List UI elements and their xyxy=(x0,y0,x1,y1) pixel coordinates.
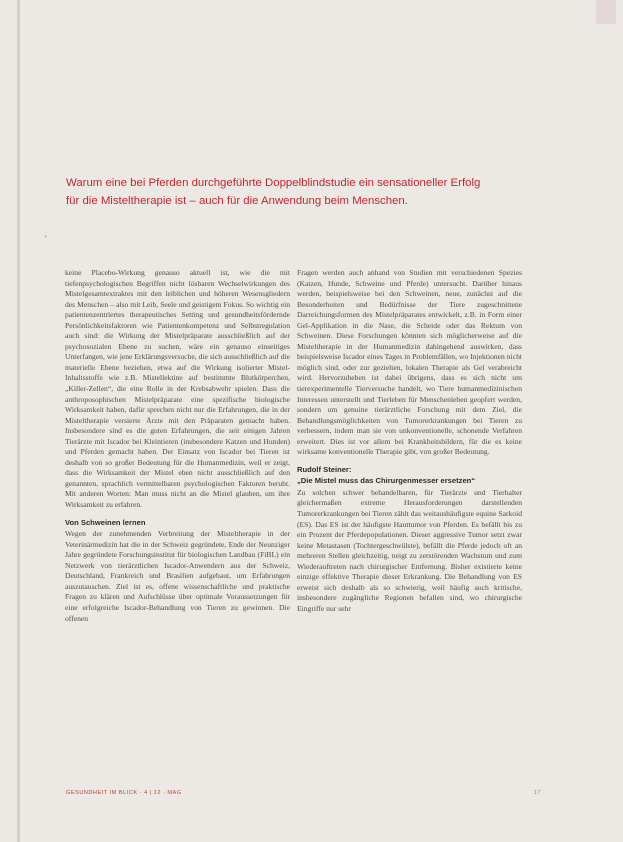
page-number: 17 xyxy=(533,790,541,796)
body-paragraph: Wegen der zunehmenden Verbreitung der Misteltherapie in der Veterinärmedizin hat die in der Schweiz gegründete, Ende der Neunziger Jahre gegründete Forschungsinstitut für biologischen Landbau (FiBL) ein Netzwerk von tierärztlichen Iscador-Anwendern aus der Schweiz, Deutschland, Frankreich und Brasilien aufgebaut, um Erfahrungen auszutauschen. Ziel ist es, offene wissenschaftliche und praktische Fragen zu klären und Aufschlüsse über optimale Voraussetzungen für eine erfolgreiche Iscador-Behandlung von Tieren zu gewinnen. Die offenen xyxy=(65,529,290,623)
body-paragraph: keine Placebo-Wirkung genauso aktuell ist, wie die mit tiefenpsychologischen Begriffen nicht lösbaren Wechselwirkungen des Mistelgesamtextraktes mit den leiblichen und höheren Wesensgliedern des Menschen – also mit Leib, Seele und geistigem Fokus. So wichtig ein patientenzentriertes therapeutisches Setting und gesundheitsfördernde Persönlichkeitsfaktoren wie Patientenkompetenz und Selbstregulation auch sind: die Wirkung der Mistelpräparate ausschließlich auf der psychosozialen Ebene zu suchen, wäre ein genauso einseitiges Unterfangen, wie jene Erklärungsversuche, die sich ausschließlich auf die materielle Ebene beziehen, etwa auf die Wirkung isolierter Mistel-Inhaltsstoffe wie z.B. Mistellektine auf bestimmte Blutkörperchen, „Killer-Zellen“, die eine Rolle in der Krebsabwehr spielen. Dass die anthroposophischen Mistelpräparate eine spezifische biologische Wirksamkeit haben, dafür sprechen nicht nur die Erfahrungen, die in der Misteltherapie versierte Ärzte mit den Präparaten gemacht haben. Insbesondere sind es die guten Erfahrungen, die seit einigen Jahren Tierärzte mit Iscador bei Kleintieren (insbesondere Katzen und Hunden) und Pferden gemacht haben. Der Einsatz von Iscador bei Tieren ist deshalb von so großer Bedeutung für die Humanmedizin, weil er zeigt, dass die Wirksamkeit der Mistel eben nicht ausschließlich auf den genannten, sprachlich vermittelbaren psychologischen Faktoren beruht. Mit anderen Worten: Man muss nicht an die Mistel glauben, um ihre Wirksamkeit zu erfahren. xyxy=(65,268,290,510)
lead-line-1: Warum eine bei Pferden durchgeführte Doppelblindstudie ein sensationeller Erfolg xyxy=(66,177,481,189)
body-paragraph: Fragen werden auch anhand von Studien mit verschiedenen Spezies (Katzen, Hunde, Schweine und Pferde) untersucht. Darüber hinaus werden, beispielsweise bei den Schweinen, neue, zunächst auf die Besonderheiten und Bedürfnisse der Tiere zugeschnittene Darreichungsformen des Mistelpräparates entwickelt, z.B. in Form einer Gel-Applikation in die Nase, die Scheide oder das Rektum von Schweinen. Diese Forschungen könnten sich möglicherweise auf die Misteltherapie in der Humanmedizin dahingehend auswirken, dass beispielsweise Iscador eines Tages in Problemfällen, wo Injektionen nicht möglich sind, oder zur gezielten, lokalen Therapie als Gel verabreicht wird. Hervorzuheben ist dabei übrigens, dass es sich nicht um tierexperimentelle Tierversuche handelt, wo Tiere humanmedizinischen Interessen unterstellt und Tierleben für Menschenleben geopfert werden, sondern um genuine tierärztliche Forschung mit dem Ziel, die Behandlungsmöglichkeiten von Tumorerkrankungen bei Tieren zu verbessern, indem man sie von unkonventionelle, schonende Verfahren erweitert. Dies ist vor allem bei Krankheitsbildern, für die es keine wirksame konventionelle Therapie gibt, von großer Bedeutung. xyxy=(297,268,522,457)
quote-heading: „Die Mistel muss das Chirurgenmesser ersetzen“ xyxy=(297,476,476,486)
section-subheading: Von Schweinen lernen xyxy=(65,517,146,527)
page-corner-mark xyxy=(596,0,616,24)
body-paragraph: Zu solchen schwer behandelbaren, für Tierärzte und Tierhalter gleichermaßen extreme Herausforderungen darstellenden Tumorerkrankungen bei Tieren zählt das weitaushäufigste equine Sarkoid (ES). Das ES ist der häufigste Hauttumor von Pferden. Es befällt bis zu ein Prozent der Pferdepopulationen. Dieser aggressive Tumor setzt zwar keine Metastasen (Tochtergeschwülste), befällt die Pferde jedoch oft an mehreren Stellen gleichzeitig, neigt zu zerstörenden Wachstum und zum Wiederauftreten nach chirurgischer Entfernung. Bisher existierte keine einzige effektive Therapie dieser Erkrankung. Die Behandlung von ES erweist sich deshalb als so schwierig, weil häufig auch kritische, insbesondere zugängliche Regionen befallen sind, wo chirurgische Eingriffe nur sehr xyxy=(297,487,522,613)
left-text-column xyxy=(65,268,290,626)
author-heading: Rudolf Steiner: xyxy=(297,464,352,474)
lead-paragraph xyxy=(66,174,506,210)
magazine-footer-label: GESUNDHEIT IM BLICK · 4 | 12 · MAG xyxy=(66,790,182,796)
right-text-column xyxy=(297,268,522,617)
stray-mark: ' xyxy=(45,234,47,244)
lead-line-2: für die Misteltherapie ist – auch für die Anwendung beim Menschen. xyxy=(66,195,408,207)
page-edge-shadow xyxy=(17,0,20,842)
